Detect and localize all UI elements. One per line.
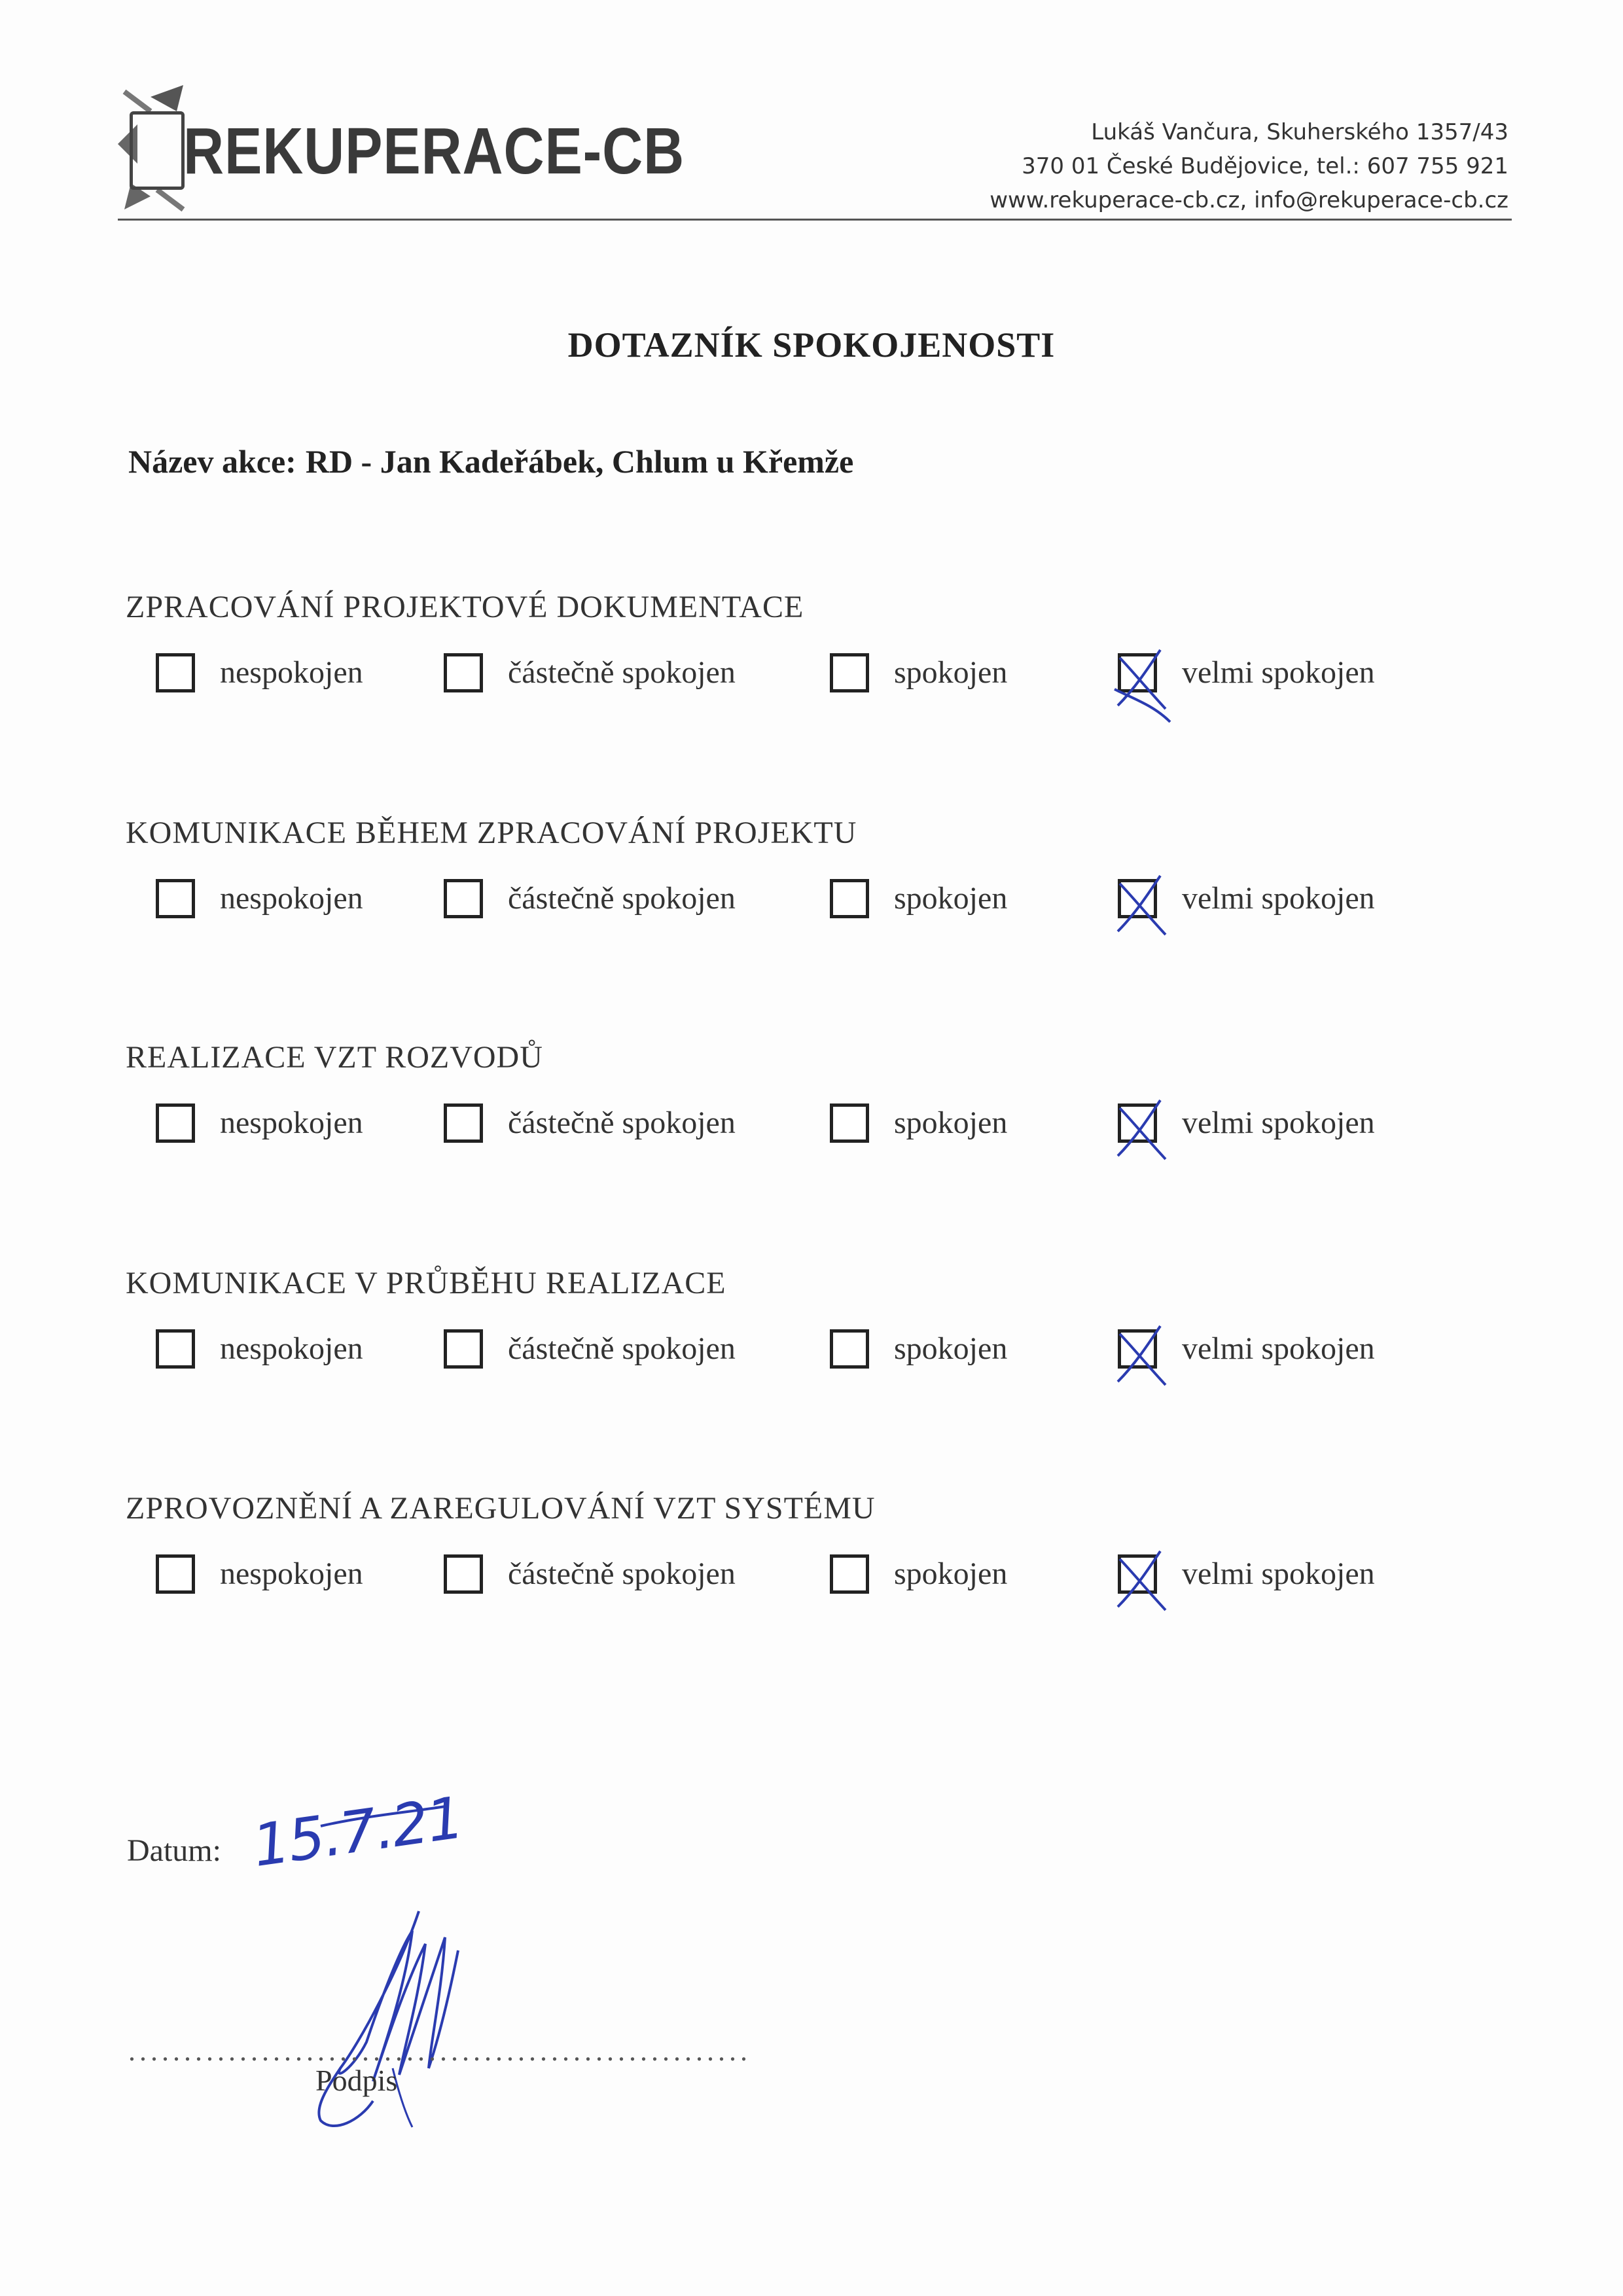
document-title: DOTAZNÍK SPOKOJENOSTI: [567, 325, 1056, 365]
logo-text: REKUPERACE-CB: [183, 115, 685, 188]
checkbox[interactable]: [444, 653, 483, 692]
option-label: nespokojen: [220, 1105, 363, 1140]
checkbox[interactable]: [1118, 653, 1157, 692]
option-label: nespokojen: [220, 1331, 363, 1366]
checkbox[interactable]: [444, 1103, 483, 1143]
question-section: [124, 815, 1499, 965]
option-label: nespokojen: [220, 1556, 363, 1591]
company-info: [990, 115, 1508, 217]
logo-r-frame: [130, 111, 185, 190]
date-label: Datum:: [127, 1833, 221, 1868]
option-label: velmi spokojen: [1182, 1331, 1375, 1366]
question-section: [124, 1265, 1499, 1416]
check-mark-icon: [1108, 1319, 1180, 1398]
option-label: nespokojen: [220, 881, 363, 916]
question-title: ZPRACOVÁNÍ PROJEKTOVÉ DOKUMENTACE: [126, 590, 804, 624]
option-label: částečně spokojen: [508, 1105, 736, 1140]
checkbox[interactable]: [156, 1103, 195, 1143]
option-label: spokojen: [894, 1556, 1008, 1591]
question-section: [124, 1039, 1499, 1190]
option-label: spokojen: [894, 881, 1008, 916]
event-label: Název akce:: [128, 443, 296, 480]
option-label: velmi spokojen: [1182, 1556, 1375, 1591]
company-address: Lukáš Vančura, Skuherského 1357/43: [1091, 119, 1508, 145]
option-label: velmi spokojen: [1182, 881, 1375, 916]
question-title: ZPROVOZNĚNÍ A ZAREGULOVÁNÍ VZT SYSTÉMU: [126, 1491, 876, 1526]
checkbox[interactable]: [156, 1329, 195, 1369]
company-city-phone: 370 01 České Budějovice, tel.: 607 755 921: [1022, 153, 1508, 179]
checkbox[interactable]: [1118, 879, 1157, 918]
option-label: spokojen: [894, 655, 1008, 690]
question-section: [124, 1490, 1499, 1641]
question-title: REALIZACE VZT ROZVODŮ: [126, 1040, 543, 1075]
checkbox[interactable]: [830, 653, 869, 692]
check-mark-icon: [1108, 869, 1180, 948]
company-web-email: www.rekuperace-cb.cz, info@rekuperace-cb.cz: [990, 187, 1508, 213]
option-label: částečně spokojen: [508, 1556, 736, 1591]
checkbox[interactable]: [1118, 1329, 1157, 1369]
check-mark-icon: [1108, 1545, 1180, 1623]
event-name: [128, 442, 853, 480]
question-title: KOMUNIKACE V PRŮBĚHU REALIZACE: [126, 1266, 726, 1300]
check-mark-icon: [1108, 643, 1180, 722]
option-label: spokojen: [894, 1105, 1008, 1140]
option-label: nespokojen: [220, 655, 363, 690]
date-underline-stroke: [249, 1806, 458, 1859]
checkbox[interactable]: [830, 1103, 869, 1143]
check-mark-icon: [1108, 1094, 1180, 1172]
checkbox[interactable]: [156, 879, 195, 918]
checkbox[interactable]: [444, 1329, 483, 1369]
question-section: [124, 589, 1499, 740]
option-label: částečně spokojen: [508, 655, 736, 690]
signature-line: ........................................................: [128, 2035, 751, 2067]
option-label: velmi spokojen: [1182, 1105, 1375, 1140]
option-label: částečně spokojen: [508, 1331, 736, 1366]
option-label: částečně spokojen: [508, 881, 736, 916]
event-value: RD - Jan Kadeřábek, Chlum u Křemže: [305, 443, 854, 480]
question-title: KOMUNIKACE BĚHEM ZPRACOVÁNÍ PROJEKTU: [126, 816, 857, 850]
date-value-handwritten: 15.7.21: [249, 1784, 467, 1880]
checkbox[interactable]: [830, 879, 869, 918]
header-divider: [118, 219, 1512, 221]
signature-label: Podpis: [315, 2064, 398, 2097]
checkbox[interactable]: [444, 1554, 483, 1594]
company-logo: [118, 85, 685, 209]
checkbox[interactable]: [1118, 1103, 1157, 1143]
checkbox[interactable]: [830, 1554, 869, 1594]
checkbox[interactable]: [156, 653, 195, 692]
option-label: velmi spokojen: [1182, 655, 1375, 690]
option-label: spokojen: [894, 1331, 1008, 1366]
checkbox[interactable]: [156, 1554, 195, 1594]
checkbox[interactable]: [1118, 1554, 1157, 1594]
checkbox[interactable]: [444, 879, 483, 918]
checkbox[interactable]: [830, 1329, 869, 1369]
